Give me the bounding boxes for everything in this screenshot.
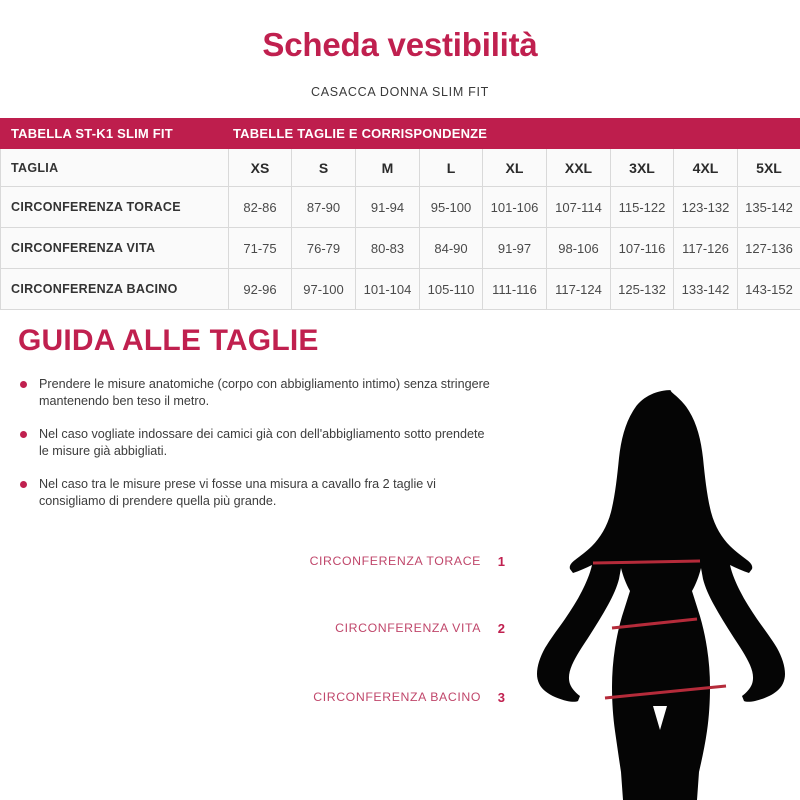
cell-vita-4xl: 117-126 xyxy=(674,228,738,269)
cell-torace-xl: 101-106 xyxy=(483,187,547,228)
cell-bacino-l: 105-110 xyxy=(420,269,483,310)
page-header xyxy=(0,0,800,118)
cell-vita-3xl: 107-116 xyxy=(611,228,674,269)
legend-number-torace: 1 xyxy=(497,554,505,569)
size-header-5xl: 5XL xyxy=(738,149,800,187)
list-item xyxy=(20,376,490,410)
cell-vita-xxl: 98-106 xyxy=(547,228,611,269)
legend-row-torace xyxy=(250,554,505,570)
cell-torace-xs: 82-86 xyxy=(229,187,292,228)
size-header-3xl: 3XL xyxy=(611,149,674,187)
legend-label-torace: CIRCONFERENZA TORACE xyxy=(309,554,481,568)
cell-bacino-xl: 111-116 xyxy=(483,269,547,310)
size-header-xxl: XXL xyxy=(547,149,611,187)
guide-bullet-list xyxy=(20,376,490,526)
cell-vita-xl: 91-97 xyxy=(483,228,547,269)
cell-torace-m: 91-94 xyxy=(356,187,420,228)
legend-row-bacino xyxy=(250,690,505,706)
page-subtitle: CASACCA DONNA SLIM FIT xyxy=(311,85,489,99)
table-banner-row xyxy=(1,119,800,149)
bullet-text: Nel caso vogliate indossare dei camici già con dell'abbigliamento sotto prendete le misure già abbigliati. xyxy=(39,427,485,458)
silhouette-body xyxy=(537,390,785,800)
cell-vita-xs: 71-75 xyxy=(229,228,292,269)
cell-vita-m: 80-83 xyxy=(356,228,420,269)
table-header-row xyxy=(1,149,800,187)
row-label-vita: CIRCONFERENZA VITA xyxy=(1,228,229,269)
cell-bacino-m: 101-104 xyxy=(356,269,420,310)
list-item xyxy=(20,426,490,460)
size-table xyxy=(0,118,800,310)
table-banner-left: TABELLA ST-K1 SLIM FIT xyxy=(1,119,229,149)
cell-vita-s: 76-79 xyxy=(292,228,356,269)
table-banner-right: TABELLE TAGLIE E CORRISPONDENZE xyxy=(229,119,800,149)
table-size-label: TAGLIA xyxy=(1,149,229,187)
legend-label-vita: CIRCONFERENZA VITA xyxy=(335,621,481,635)
list-item xyxy=(20,476,490,510)
legend-row-vita xyxy=(250,621,505,637)
cell-vita-l: 84-90 xyxy=(420,228,483,269)
bullet-text: Nel caso tra le misure prese vi fosse una misura a cavallo fra 2 taglie vi consigliamo di prendere quella più grande. xyxy=(39,477,436,508)
legend-label-bacino: CIRCONFERENZA BACINO xyxy=(313,690,481,704)
cell-torace-4xl: 123-132 xyxy=(674,187,738,228)
size-header-m: M xyxy=(356,149,420,187)
row-label-bacino: CIRCONFERENZA BACINO xyxy=(1,269,229,310)
measure-line-chest xyxy=(593,561,700,563)
legend-number-bacino: 3 xyxy=(497,690,505,705)
cell-torace-xxl: 107-114 xyxy=(547,187,611,228)
size-header-4xl: 4XL xyxy=(674,149,738,187)
page-title: Scheda vestibilità xyxy=(262,26,538,63)
female-silhouette-figure xyxy=(520,370,800,800)
cell-bacino-xs: 92-96 xyxy=(229,269,292,310)
cell-torace-l: 95-100 xyxy=(420,187,483,228)
table-row xyxy=(1,228,800,269)
cell-torace-5xl: 135-142 xyxy=(738,187,800,228)
bullet-text: Prendere le misure anatomiche (corpo con abbigliamento intimo) senza stringere mantenendo ben teso il metro. xyxy=(39,377,490,408)
row-label-torace: CIRCONFERENZA TORACE xyxy=(1,187,229,228)
legend-number-vita: 2 xyxy=(497,621,505,636)
size-header-l: L xyxy=(420,149,483,187)
cell-bacino-3xl: 125-132 xyxy=(611,269,674,310)
bullet-dot-icon xyxy=(20,381,27,388)
cell-vita-5xl: 127-136 xyxy=(738,228,800,269)
cell-bacino-xxl: 117-124 xyxy=(547,269,611,310)
cell-torace-s: 87-90 xyxy=(292,187,356,228)
guide-title: GUIDA ALLE TAGLIE xyxy=(18,324,319,357)
size-header-xs: XS xyxy=(229,149,292,187)
cell-bacino-s: 97-100 xyxy=(292,269,356,310)
table-row xyxy=(1,269,800,310)
table-row xyxy=(1,187,800,228)
cell-torace-3xl: 115-122 xyxy=(611,187,674,228)
cell-bacino-4xl: 133-142 xyxy=(674,269,738,310)
cell-bacino-5xl: 143-152 xyxy=(738,269,800,310)
bullet-dot-icon xyxy=(20,481,27,488)
size-header-s: S xyxy=(292,149,356,187)
bullet-dot-icon xyxy=(20,431,27,438)
size-header-xl: XL xyxy=(483,149,547,187)
